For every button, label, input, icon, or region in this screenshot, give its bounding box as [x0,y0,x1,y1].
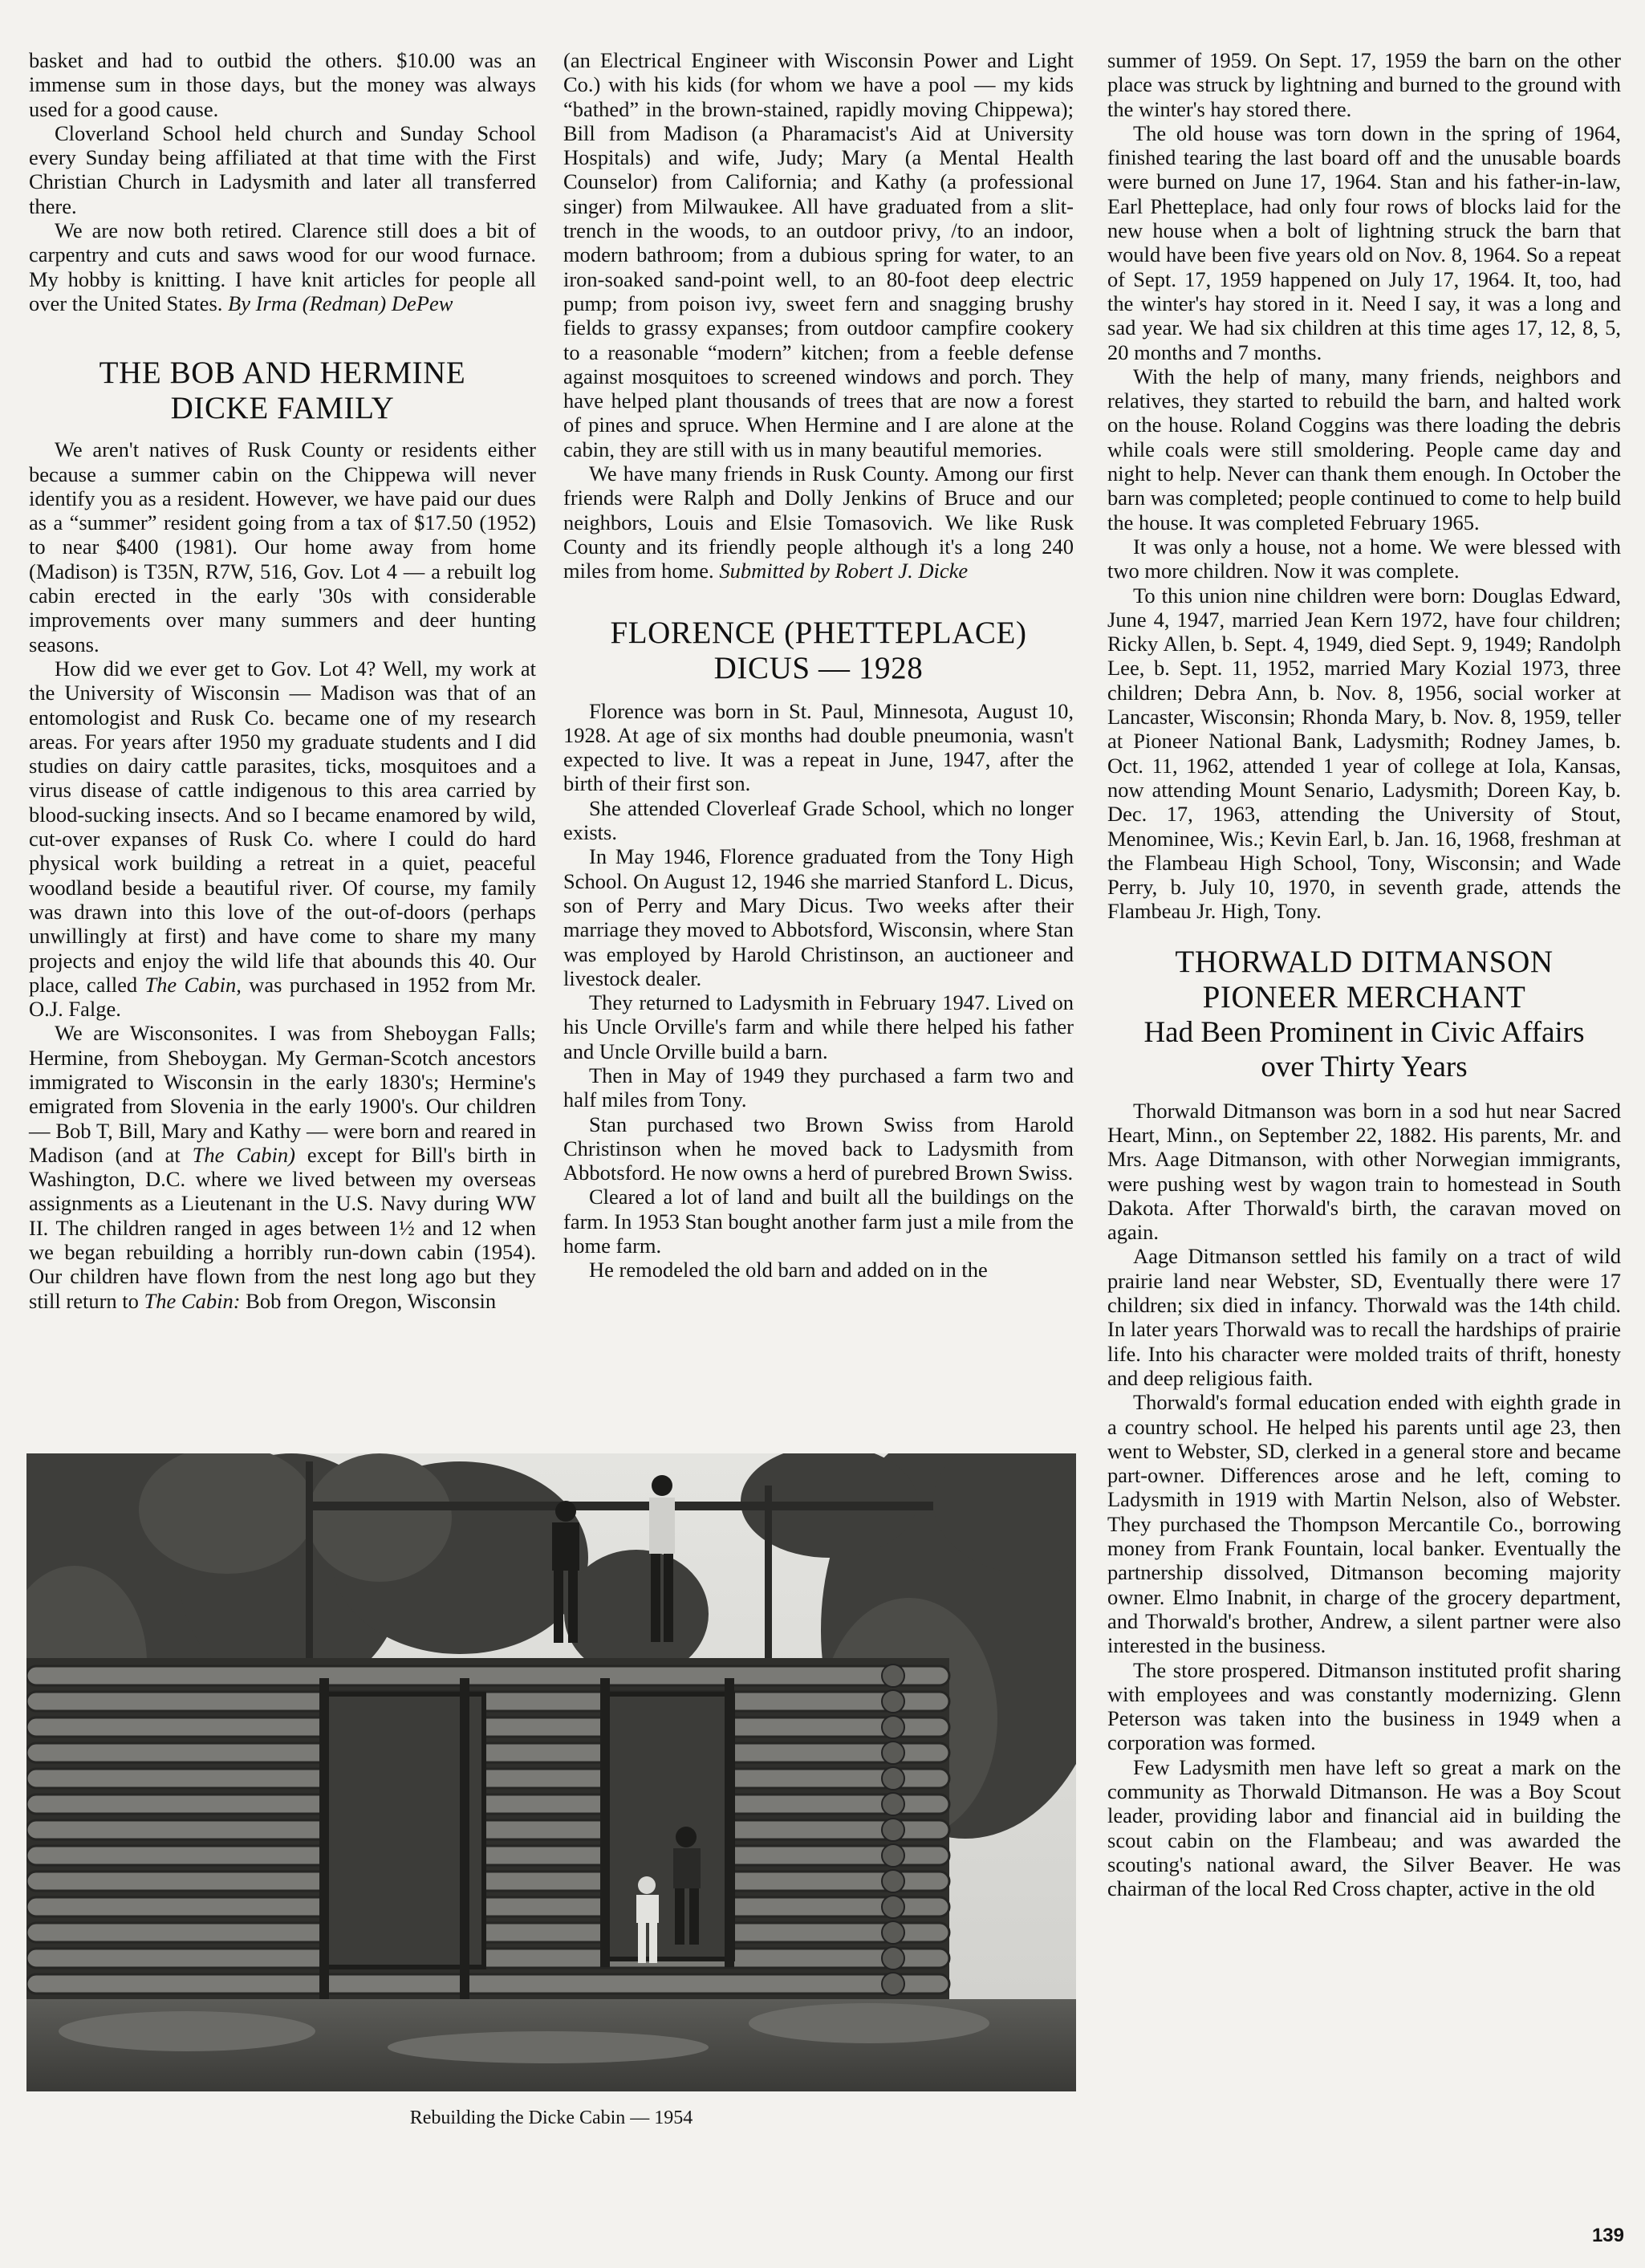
paragraph [29,656,536,1021]
cabin-photo-illustration [26,1453,1076,2091]
article-title [1107,945,1621,1015]
paragraph: Aage Ditmanson settled his family on a tract of wild prairie land near Webster, SD, Eventually there were 17 children; six died in infancy. Thorwald was the 14th child. In later years Thorwald was to recall the hardships of prairie life. Into his character were molded traits of thrift, honesty and deep religious faith. [1107,1244,1621,1390]
paragraph: Stan purchased two Brown Swiss from Harold Christinson when he moved back to Ladysmith from Abbotsford. He now owns a herd of purebred Brown Swiss. [563,1112,1074,1185]
paragraph [563,461,1074,583]
paragraph-text: was purchased in 1952 from Mr. O.J. Falge. [29,972,537,1022]
page-number: 139 [1591,2225,1624,2246]
paragraph: They returned to Ladysmith in February 1947. Lived on his Uncle Orville's farm and while there helped his father and Uncle Orville build a barn. [563,990,1074,1063]
paragraph: (an Electrical Engineer with Wisconsin Power and Light Co.) with his kids (for whom we have a pool — my kids “bathed” in the brown-stained, rapidly moving Chippewa); Bill from Madison (a Pharamacist's Aid at University Hospitals) and wife, Judy; Mary (a Mental Health Counselor) from California; and Kathy (a professional singer) from Milwaukee. All have graduated from a slit-trench in the woods, to an outdoor privy, /to an indoor, modern bathroom; from a dubious spring for water, to an iron-soaked sand-point well, to an 80-foot deep electric pump; from poison ivy, sweet fern and snagging brushy fields to grassy expanses; from outdoor campfire cookery to a reasonable “modern” kitchen; from a feeble defense against mosquitoes to screened windows and porch. They have helped plant thousands of trees that are now a forest of pines and spruce. When Hermine and I are alone at the cabin, they are still with us in many beautiful memories. [563,48,1074,461]
cabin-photo [26,1453,1076,2091]
paragraph: Cloverland School held church and Sunday School every Sunday being affiliated at that time with the First Christian Church in Ladysmith and later all transferred there. [29,120,536,218]
paragraph-text: except for Bill's birth in Washington, D.C. where we lived between my overseas assignments as a Lieutenant in the U.S. Navy during WW II. The children ranged in ages between 1½ and 12 when we began rebuilding a horribly run-down cabin (1954). Our children have flown from the nest long ago but they still return to [29,1142,537,1313]
paragraph [29,218,536,315]
paragraph-text: We have many friends in Rusk County. Among our first friends were Ralph and Dolly Jenkins of Bruce and our neighbors, Louis and Elsie Tomasovich. We like Rusk County and its friendly people although it's a long 240 miles from home. [563,461,1074,583]
photo-caption: Rebuilding the Dicke Cabin — 1954 [409,2107,693,2128]
title-line: DICKE FAMILY [170,391,395,426]
article-title [29,356,536,426]
paragraph-text: How did we ever get to Gov. Lot 4? Well, my work at the University of Wisconsin — Madison was that of an entomologist and Rusk Co. became one of my research areas. For years after 1950 my graduate students and I did studies on dairy cattle parasites, ticks, mosquitoes and a virus disease of cattle indigenous to this area carried by blood-sucking insects. And so I became enamored by wild, cut-over expanses of Rusk Co. where I could do hard physical work building a retreat in a quiet, peaceful woodland beside a beautiful river. Of course, my family was drawn into this love of the out-of-doors (perhaps unwillingly at first) and have come to share my many projects and enjoy the wild life that abounds this 40. Our place, called [29,656,536,997]
paragraph: With the help of many, many friends, neighbors and relatives, they started to rebuild the barn, and halted work on the house. Roland Coggins was there loading the debris while coals were still smoldering. People came day and night to help. Never can thank them enough. In October the barn was completed; people continued to come to help build the house. It was completed February 1965. [1107,364,1621,534]
paragraph: It was only a house, not a home. We were blessed with two more children. Now it was complete. [1107,534,1621,583]
column-1 [29,48,536,1313]
paragraph: We aren't natives of Rusk County or residents either because a summer cabin on the Chippewa will never identify you as a resident. However, we have paid our dues as a “summer” resident going from a tax of $17.50 (1952) to near $400 (1981). Our home away from home (Madison) is T35N, R7W, 516, Gov. Lot 4 — a rebuilt log cabin erected in the early '30s with considerable improvements over many summers and deer hunting seasons. [29,437,536,656]
paragraph: The old house was torn down in the spring of 1964, finished tearing the last board off and the unusable boards were burned on June 17, 1964. Stan and his father-in-law, Earl Phetteplace, had only four rows of blocks laid for the new house when a bolt of lightning struck the barn that would have been five years old on Nov. 8, 1964. So a repeat of Sept. 17, 1959 happened on July 17, 1964. It, too, had the winter's hay stored in it. Need I say, it was a long and sad year. We had six children at this time ages 17, 12, 8, 5, 20 months and 7 months. [1107,120,1621,364]
paragraph: summer of 1959. On Sept. 17, 1959 the barn on the other place was struck by lightning and burned to the ground with the winter's hay stored there. [1107,48,1621,121]
article-title [563,616,1074,686]
paragraph-text: We are Wisconsonites. I was from Sheboygan Falls; Hermine, from Sheboygan. My German-Scotch ancestors immigrated to Wisconsin in the early 1830's; Hermine's emigrated from Slovenia in the early 1900's. Our children — Bob T, Bill, Mary and Kathy — were born and reared in Madison (and at [29,1021,536,1167]
subtitle-line: Had Been Prominent in Civic Affairs [1143,1015,1585,1049]
title-line: THE BOB AND HERMINE [99,356,466,391]
article-subtitle [1107,1015,1621,1084]
paragraph: Then in May of 1949 they purchased a farm two and half miles from Tony. [563,1063,1074,1112]
paragraph: basket and had to outbid the others. $10.00 was an immense sum in those days, but the money was always used for a good cause. [29,48,536,121]
paragraph: Cleared a lot of land and built all the buildings on the farm. In 1953 Stan bought another farm just a mile from the home farm. [563,1185,1074,1258]
title-line: DICUS — 1928 [713,650,924,685]
subtitle-line: over Thirty Years [1261,1050,1468,1083]
cabin-name: The Cabin: [144,1288,241,1313]
paragraph: To this union nine children were born: Douglas Edward, June 4, 1947, married Jean Kern 1972, have four children; Ricky Allen, b. Sept. 4, 1949, died Sept. 9, 1949; Randolph Lee, b. Sept. 11, 1952, married Mary Kozial 1973, three children; Debra Ann, b. Nov. 8, 1956, social worker at Lancaster, Wisconsin; Rhonda Mary, b. Nov. 8, 1959, teller at Pioneer National Bank, Ladysmith; Rodney James, b. Oct. 11, 1962, attended 1 year of college at Iola, Kansas, now attending Mount Senario, Ladysmith; Doreen Kay, b. Dec. 17, 1963, attending the University of Stout, Menominee, Wis.; Kevin Earl, b. Jan. 16, 1968, freshman at the Flambeau High School, Tony, Wisconsin; and Wade Perry, b. July 10, 1970, in seventh grade, attends the Flambeau Jr. High, Tony. [1107,583,1621,924]
paragraph [29,1021,536,1313]
title-line: THORWALD DITMANSON [1175,944,1554,979]
paragraph: She attended Cloverleaf Grade School, which no longer exists. [563,795,1074,845]
title-line: FLORENCE (PHETTEPLACE) [610,615,1027,650]
byline: By Irma (Redman) DePew [228,291,453,315]
paragraph-text: We are now both retired. Clarence still does a bit of carpentry and cuts and saws wood for our wood furnace. My hobby is knitting. I have knit articles for people all over the United States. [29,218,536,315]
paragraph: The store prospered. Ditmanson instituted profit sharing with employees and was constantly modernizing. Glenn Peterson was taken into the business in 1949 when a corporation was formed. [1107,1657,1621,1755]
cabin-name: The Cabin) [192,1142,295,1167]
paragraph: Few Ladysmith men have left so great a mark on the community as Thorwald Ditmanson. He was a Boy Scout leader, providing labor and financial aid in building the scout cabin on the Flambeau; and was awarded the scouting's national award, the Silver Beaver. He was chairman of the local Red Cross chapter, active in the old [1107,1754,1621,1901]
paragraph-text: Bob from Oregon, Wisconsin [246,1288,497,1313]
column-3 [1107,48,1621,1900]
column-2 [563,48,1074,1282]
title-line: PIONEER MERCHANT [1202,979,1526,1014]
paragraph: Thorwald Ditmanson was born in a sod hut near Sacred Heart, Minn., on September 22, 1882. His parents, Mr. and Mrs. Aage Ditmanson, with other Norwegian immigrants, were pushing west by wagon train to homestead in South Dakota. After Thorwald's birth, the caravan moved on again. [1107,1098,1621,1245]
cabin-name: The Cabin, [144,972,242,997]
paragraph: In May 1946, Florence graduated from the Tony High School. On August 12, 1946 she married Stanford L. Dicus, son of Perry and Mary Dicus. Two weeks after their marriage they moved to Abbotsford, Wisconsin, where Stan was employed by Harold Christinson, an auctioneer and livestock dealer. [563,844,1074,990]
byline: Submitted by Robert J. Dicke [719,559,969,583]
paragraph: He remodeled the old barn and added on in the [589,1258,988,1282]
paragraph: Florence was born in St. Paul, Minnesota, August 10, 1928. At age of six months had double pneumonia, wasn't expected to live. It was a repeat in June, 1947, after the birth of their first son. [563,698,1074,796]
paragraph: Thorwald's formal education ended with eighth grade in a country school. He helped his parents until age 23, then went to Webster, SD, clerked in a general store and became part-owner. Differences arose and he left, coming to Ladysmith in 1919 with Martin Nelson, also of Webster. They purchased the Thompson Mercantile Co., borrowing money from Frank Fountain, local banker. Eventually the partnership dissolved, Ditmanson becoming majority owner. Elmo Inabnit, in charge of the grocery department, and Thorwald's brother, Andrew, a silent partner were also interested in the business. [1107,1390,1621,1658]
